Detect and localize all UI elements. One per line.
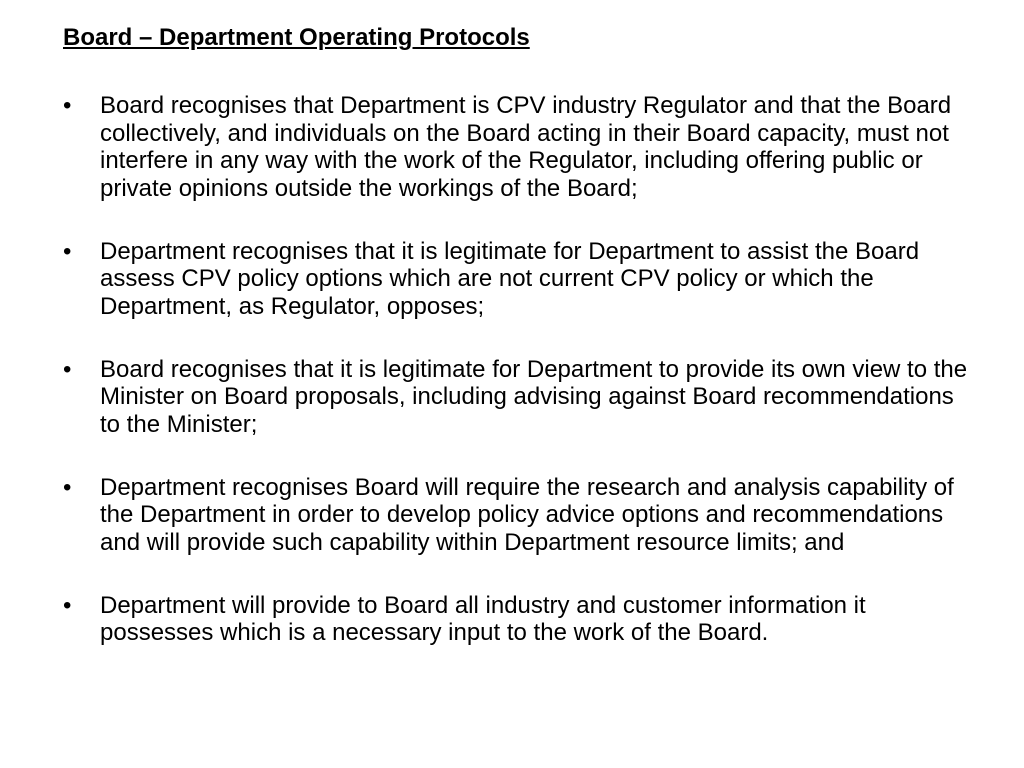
- bullet-icon: •: [63, 92, 72, 119]
- bullet-icon: •: [63, 473, 72, 501]
- bullet-text: Department recognises Board will require the research and analysis capability of the Department in order to develop policy advice options and recommendations and will provide such capability within Department resource limits; and: [100, 473, 954, 556]
- bullet-text: Department recognises that it is legitimate for Department to assist the Board assess CPV policy options which are not current CPV policy or which the Department, as Regulator, opposes;: [100, 237, 920, 320]
- bullet-icon: •: [63, 237, 72, 265]
- bullet-icon: •: [63, 355, 72, 383]
- bullet-text: Department will provide to Board all industry and customer information it possesses which is a necessary input to the work of the Board.: [100, 591, 866, 646]
- bullet-icon: •: [63, 591, 72, 619]
- bullet-text: Board recognises that it is legitimate for Department to provide its own view to the Minister on Board proposals, including advising against Board recommendations to the Minister;: [100, 355, 968, 438]
- bullet-item: [63, 474, 973, 557]
- bullet-item: [63, 238, 973, 321]
- bullet-text: Board recognises that Department is CPV industry Regulator and that the Board collectively, and individuals on the Board acting in their Board capacity, must not interfere in any way with the work of the Regulator, including offering public or private opinions outside the workings of the Board;: [100, 92, 952, 202]
- slide-title: Board – Department Operating Protocols: [63, 24, 530, 51]
- bullet-item: [63, 356, 973, 439]
- bullet-list: [63, 92, 973, 647]
- bullet-item: [63, 92, 973, 202]
- bullet-item: [63, 592, 973, 647]
